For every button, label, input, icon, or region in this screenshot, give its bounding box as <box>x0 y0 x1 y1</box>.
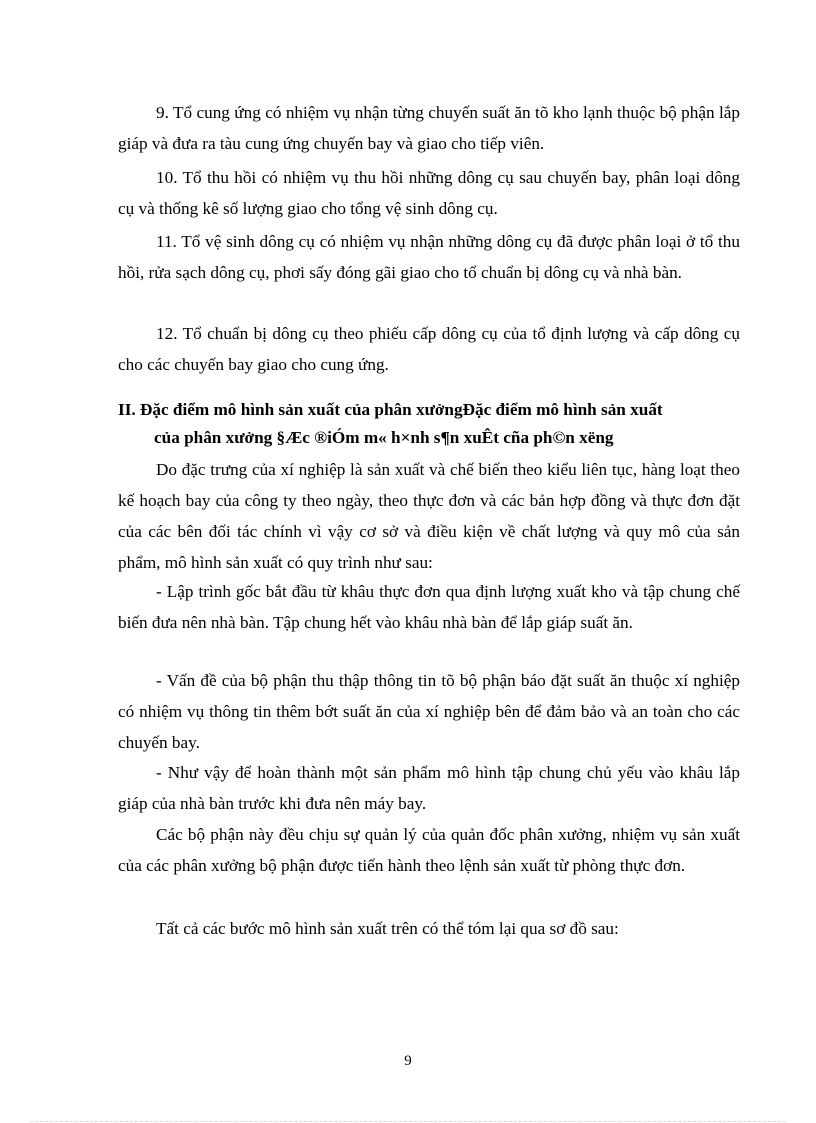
paragraph-item-12: 12. Tổ chuẩn bị dông cụ theo phiếu cấp dông cụ của tổ định lượng và cấp dông cụ cho các chuyến bay giao cho cung ứng. <box>118 324 740 374</box>
paragraph-item-9: 9. Tổ cung ứng có nhiệm vụ nhận từng chuyến suất ăn tõ kho lạnh thuộc bộ phận lắp giáp và đưa ra tàu cung ứng chuyến bay và giao cho tiếp viên. <box>118 103 740 153</box>
bullet-paragraph-1: - Lập trình gốc bắt đầu từ khâu thực đơn qua định lượng xuất kho và tập chung chế biến đưa nên nhà bàn. Tập chung hết vào khâu nhà bàn để lắp giáp suất ăn. <box>118 582 740 632</box>
page-number: 9 <box>404 1053 412 1069</box>
page-bottom-divider <box>30 1121 786 1122</box>
bullet-paragraph-3: - Như vậy để hoàn thành một sản phẩm mô hình tập chung chủ yếu vào khâu lắp giáp của nhà bàn trước khi đưa nên máy bay. <box>118 763 740 813</box>
paragraph-item-10: 10. Tổ thu hồi có nhiệm vụ thu hồi những dông cụ sau chuyến bay, phân loại dông cụ và thống kê số lượng giao cho tổng vệ sinh dông cụ. <box>118 168 740 218</box>
section-heading <box>118 396 740 452</box>
paragraph-item-11: 11. Tổ vệ sinh dông cụ có nhiệm vụ nhận những dông cụ đã được phân loại ở tổ thu hồi, rửa sạch dông cụ, phơi sấy đóng gãi giao cho tổ chuẩn bị dông cụ và nhà bàn. <box>118 232 740 282</box>
bullet-paragraph-2: - Vấn đề của bộ phận thu thập thông tin tõ bộ phận báo đặt suất ăn thuộc xí nghiệp có nhiệm vụ thông tin thêm bớt suất ăn của xí nghiệp bên để đảm bảo và an toàn cho các chuyến bay. <box>118 671 740 752</box>
section-heading-line1: II. Đặc điểm mô hình sản xuất của phân xưởngĐặc điểm mô hình sản xuất <box>118 400 663 419</box>
section-heading-line2: của phân xưởng §Æc ®iÓm m« h×nh s¶n xuÊt cña ph©n xëng <box>154 428 614 447</box>
summary-paragraph: Tất cả các bước mô hình sản xuất trên có thể tóm lại qua sơ đồ sau: <box>156 919 619 938</box>
intro-paragraph: Do đặc trưng của xí nghiệp là sản xuất và chế biến theo kiểu liên tục, hàng loạt theo kế hoạch bay của công ty theo ngày, theo thực đơn và các bản hợp đồng và thực đơn đặt của các bên đối tác chính vì vậy cơ sở và điều kiện về chất lượng và quy mô của sản phẩm, mô hình sản xuất có quy trình như sau: <box>118 460 740 572</box>
management-paragraph: Các bộ phận này đều chịu sự quản lý của quản đốc phân xưởng, nhiệm vụ sản xuất của các phân xưởng bộ phận được tiến hành theo lệnh sản xuất từ phòng thực đơn. <box>118 825 740 875</box>
